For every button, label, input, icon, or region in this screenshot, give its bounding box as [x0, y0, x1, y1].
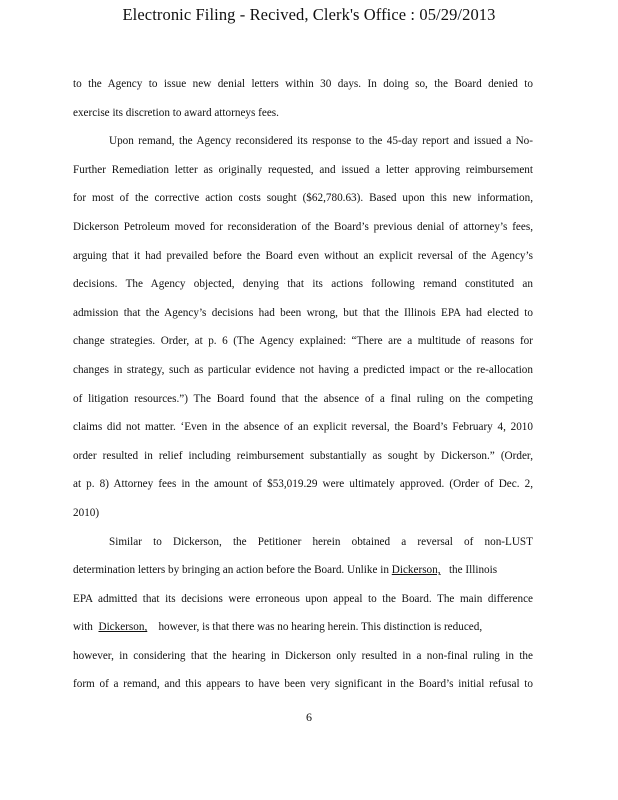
page-number: 6 [306, 710, 312, 724]
text-segment: with [73, 621, 93, 634]
text-line [73, 556, 533, 585]
text-line: at p. 8) Attorney fees in the amount of $53,019.29 were ultimately approved. (Order of Dec. 2, [73, 478, 533, 491]
text-line: however, in considering that the hearing in Dickerson only resulted in a non-final ruling in the [73, 649, 533, 662]
text-segment: determination letters by bringing an action before the Board. Unlike in [73, 564, 389, 577]
document-body [73, 70, 533, 699]
text-line: Dickerson Petroleum moved for reconsideration of the Board’s previous denial of attorney’s fees, [73, 220, 533, 233]
text-line: Similar to Dickerson, the Petitioner herein obtained a reversal of non-LUST [109, 535, 533, 548]
text-line: EPA admitted that its decisions were erroneous upon appeal to the Board. The main difference [73, 592, 533, 605]
text-line: claims did not matter. ‘Even in the absence of an explicit reversal, the Board’s February 4, 2010 [73, 421, 533, 434]
text-line: 2010) [73, 506, 100, 519]
case-name-underlined: Dickerson, [391, 564, 441, 577]
text-line [73, 613, 533, 642]
text-line: Upon remand, the Agency reconsidered its response to the 45-day report and issued a No- [109, 135, 533, 148]
text-line: of litigation resources.”) The Board found that the absence of a final ruling on the competing [73, 392, 533, 405]
text-segment: the Illinois [448, 564, 498, 577]
text-segment: however, is that there was no hearing herein. This distinction is reduced, [158, 621, 483, 634]
text-line: form of a remand, and this appears to have been very significant in the Board’s initial refusal to [73, 678, 533, 691]
text-line: change strategies. Order, at p. 6 (The Agency explained: “There are a multitude of reasons for [73, 335, 533, 348]
text-line: exercise its discretion to award attorneys fees. [73, 106, 279, 119]
text-line: to the Agency to issue new denial letters within 30 days. In doing so, the Board denied to [73, 78, 533, 90]
text-line: arguing that it had prevailed before the Board even without an explicit reversal of the Agency’s [73, 249, 533, 262]
text-line: Further Remediation letter as originally requested, and issued a letter approving reimbursement [73, 163, 533, 176]
text-line: decisions. The Agency objected, denying that its actions following remand constituted an [73, 278, 533, 291]
electronic-filing-header: Electronic Filing - Recived, Clerk's Office : 05/29/2013 [122, 5, 496, 24]
text-line: for most of the corrective action costs sought ($62,780.63). Based upon this new information, [73, 192, 533, 205]
text-line: order resulted in relief including reimbursement substantially as sought by Dickerson.” (Order, [73, 449, 533, 462]
text-line: admission that the Agency’s decisions had been wrong, but that the Illinois EPA had elected to [73, 306, 533, 319]
text-line: changes in strategy, such as particular evidence not having a predicted impact or the re-allocation [73, 363, 533, 376]
case-name-underlined: Dickerson, [98, 621, 148, 634]
